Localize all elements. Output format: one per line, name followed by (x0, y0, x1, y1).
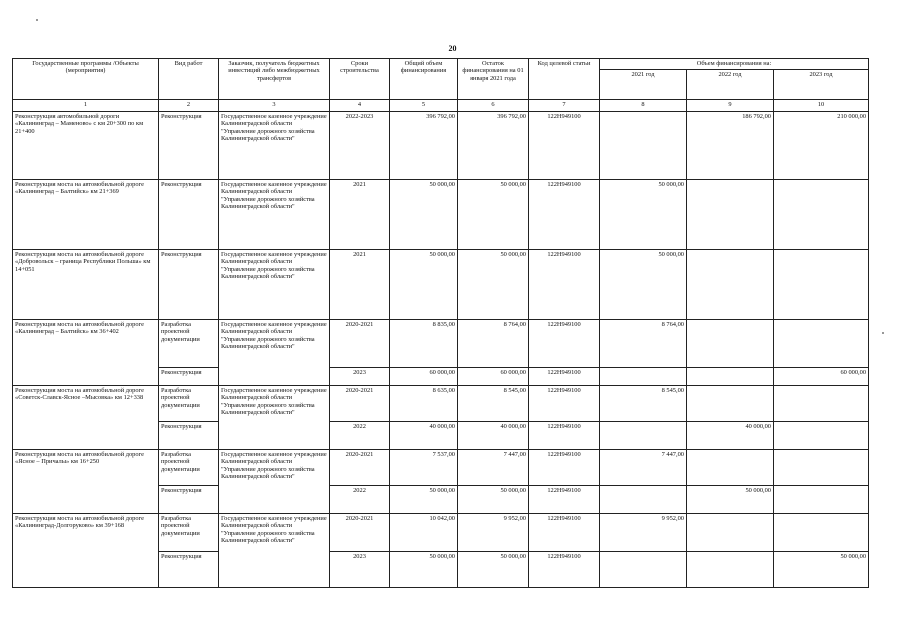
customer-name: Государственное казенное учреждение Калининградской области "Управление дорожного хозяйства Калининградской области" (219, 180, 330, 250)
column-number: 4 (330, 100, 390, 112)
financing-2021 (600, 552, 687, 588)
construction-terms: 2021 (330, 180, 390, 250)
financing-2022: 50 000,00 (687, 486, 774, 514)
remainder-financing: 50 000,00 (458, 552, 529, 588)
construction-terms: 2020-2021 (330, 320, 390, 368)
column-number: 5 (390, 100, 458, 112)
column-number: 3 (219, 100, 330, 112)
financing-2022 (687, 514, 774, 552)
financing-2021: 8 764,00 (600, 320, 687, 368)
column-number: 8 (600, 100, 687, 112)
column-number: 9 (687, 100, 774, 112)
header-work-type: Вид работ (159, 59, 219, 100)
column-number: 2 (159, 100, 219, 112)
target-code: 122H949100 (529, 112, 600, 180)
financing-2021 (600, 368, 687, 386)
remainder-financing: 8 764,00 (458, 320, 529, 368)
financing-2023: 210 000,00 (774, 112, 869, 180)
table-row (13, 320, 869, 368)
customer-name: Государственное казенное учреждение Калининградской области "Управление дорожного хозяйства Калининградской области" (219, 514, 330, 588)
total-financing: 50 000,00 (390, 486, 458, 514)
financing-2022 (687, 552, 774, 588)
total-financing: 50 000,00 (390, 250, 458, 320)
object-name: Реконструкция моста на автомобильной дороге «Ясное – Причалы» км 16+250 (13, 450, 159, 514)
customer-name: Государственное казенное учреждение Калининградской области "Управление дорожного хозяйства Калининградской области" (219, 386, 330, 450)
remainder-financing: 40 000,00 (458, 422, 529, 450)
header-customer: Заказчик, получатель бюджетных инвестиций либо межбюджетных трансфертов (219, 59, 330, 100)
target-code: 122H949100 (529, 320, 600, 368)
remainder-financing: 8 545,00 (458, 386, 529, 422)
customer-name: Государственное казенное учреждение Калининградской области "Управление дорожного хозяйства Калининградской области" (219, 450, 330, 514)
financing-2023 (774, 250, 869, 320)
table-row (13, 450, 869, 486)
construction-terms: 2021 (330, 250, 390, 320)
construction-terms: 2020-2021 (330, 386, 390, 422)
financing-2022: 186 792,00 (687, 112, 774, 180)
target-code: 122H949100 (529, 422, 600, 450)
column-number: 7 (529, 100, 600, 112)
work-type: Реконструкция (159, 486, 219, 514)
remainder-financing: 396 792,00 (458, 112, 529, 180)
financing-2022 (687, 180, 774, 250)
financing-2021: 50 000,00 (600, 180, 687, 250)
construction-terms: 2023 (330, 368, 390, 386)
page-number: 20 (448, 44, 457, 53)
column-number: 10 (774, 100, 869, 112)
construction-terms: 2020-2021 (330, 514, 390, 552)
total-financing: 50 000,00 (390, 552, 458, 588)
table-row (13, 514, 869, 552)
total-financing: 60 000,00 (390, 368, 458, 386)
object-name: Реконструкция моста на автомобильной дороге «Калининград – Балтийск» км 36+402 (13, 320, 159, 386)
scan-speck (36, 19, 38, 21)
remainder-financing: 50 000,00 (458, 250, 529, 320)
header-terms: Сроки строительства (330, 59, 390, 100)
object-name: Реконструкция автомобильной дороги «Калининград – Маменово» с км 20+300 по км 21+400 (13, 112, 159, 180)
financing-2023: 50 000,00 (774, 552, 869, 588)
financing-2023 (774, 320, 869, 368)
target-code: 122H949100 (529, 450, 600, 486)
header-year-2023: 2023 год (774, 70, 869, 100)
work-type: Реконструкция (159, 422, 219, 450)
table-row (13, 112, 869, 180)
financing-2022: 40 000,00 (687, 422, 774, 450)
total-financing: 50 000,00 (390, 180, 458, 250)
work-type: Разработка проектной документации (159, 386, 219, 422)
financing-2021 (600, 422, 687, 450)
work-type: Реконструкция (159, 180, 219, 250)
table-body (13, 112, 869, 588)
total-financing: 40 000,00 (390, 422, 458, 450)
financing-2023 (774, 422, 869, 450)
scan-speck (882, 332, 884, 334)
total-financing: 396 792,00 (390, 112, 458, 180)
financing-2021: 8 545,00 (600, 386, 687, 422)
customer-name: Государственное казенное учреждение Калининградской области "Управление дорожного хозяйства Калининградской области" (219, 112, 330, 180)
construction-terms: 2020-2021 (330, 450, 390, 486)
work-type: Реконструкция (159, 552, 219, 588)
financing-2021 (600, 112, 687, 180)
financing-2021 (600, 486, 687, 514)
financing-2023 (774, 486, 869, 514)
column-number: 6 (458, 100, 529, 112)
financing-2023 (774, 514, 869, 552)
construction-terms: 2022 (330, 486, 390, 514)
work-type: Реконструкция (159, 112, 219, 180)
financing-2023 (774, 180, 869, 250)
financing-2023: 60 000,00 (774, 368, 869, 386)
remainder-financing: 9 952,00 (458, 514, 529, 552)
header-total: Общий объем финансирования (390, 59, 458, 100)
total-financing: 8 635,00 (390, 386, 458, 422)
header-objects: Государственные программы /Объекты (мероприятия) (13, 59, 159, 100)
financing-table (12, 58, 869, 588)
financing-2023 (774, 450, 869, 486)
construction-terms: 2022-2023 (330, 112, 390, 180)
customer-name: Государственное казенное учреждение Калининградской области "Управление дорожного хозяйства Калининградской области" (219, 320, 330, 386)
financing-2022 (687, 320, 774, 368)
financing-2021: 7 447,00 (600, 450, 687, 486)
financing-2022 (687, 250, 774, 320)
target-code: 122H949100 (529, 486, 600, 514)
financing-2022 (687, 450, 774, 486)
header-code: Код целевой статьи (529, 59, 600, 100)
object-name: Реконструкция моста на автомобильной дороге «Калининград-Долгоруково» км 39+168 (13, 514, 159, 588)
financing-2022 (687, 368, 774, 386)
remainder-financing: 50 000,00 (458, 180, 529, 250)
target-code: 122H949100 (529, 552, 600, 588)
work-type: Реконструкция (159, 250, 219, 320)
work-type: Разработка проектной документации (159, 450, 219, 486)
total-financing: 8 835,00 (390, 320, 458, 368)
object-name: Реконструкция моста на автомобильной дороге «Добровольск – граница Республики Польша» км 14+051 (13, 250, 159, 320)
total-financing: 10 042,00 (390, 514, 458, 552)
financing-2021: 9 952,00 (600, 514, 687, 552)
remainder-financing: 60 000,00 (458, 368, 529, 386)
target-code: 122H949100 (529, 514, 600, 552)
header-year-2021: 2021 год (600, 70, 687, 100)
remainder-financing: 7 447,00 (458, 450, 529, 486)
column-number-row (13, 100, 869, 112)
work-type: Реконструкция (159, 368, 219, 386)
target-code: 122H949100 (529, 250, 600, 320)
table-row (13, 180, 869, 250)
object-name: Реконструкция моста на автомобильной дороге «Советск-Славск-Ясное –Мысовка» км 12+338 (13, 386, 159, 450)
financing-2023 (774, 386, 869, 422)
target-code: 122H949100 (529, 180, 600, 250)
target-code: 122H949100 (529, 386, 600, 422)
column-number: 1 (13, 100, 159, 112)
financing-2022 (687, 386, 774, 422)
table-header (13, 59, 869, 112)
construction-terms: 2022 (330, 422, 390, 450)
target-code: 122H949100 (529, 368, 600, 386)
header-financing: Объем финансирования на: (600, 59, 869, 70)
financing-2021: 50 000,00 (600, 250, 687, 320)
table-row (13, 250, 869, 320)
construction-terms: 2023 (330, 552, 390, 588)
customer-name: Государственное казенное учреждение Калининградской области "Управление дорожного хозяйства Калининградской области" (219, 250, 330, 320)
object-name: Реконструкция моста на автомобильной дороге «Калининград – Балтийск» км 21+369 (13, 180, 159, 250)
remainder-financing: 50 000,00 (458, 486, 529, 514)
total-financing: 7 537,00 (390, 450, 458, 486)
table-row (13, 386, 869, 422)
work-type: Разработка проектной документации (159, 514, 219, 552)
work-type: Разработка проектной документации (159, 320, 219, 368)
header-remainder: Остаток финансирования на 01 января 2021 года (458, 59, 529, 100)
header-year-2022: 2022 год (687, 70, 774, 100)
